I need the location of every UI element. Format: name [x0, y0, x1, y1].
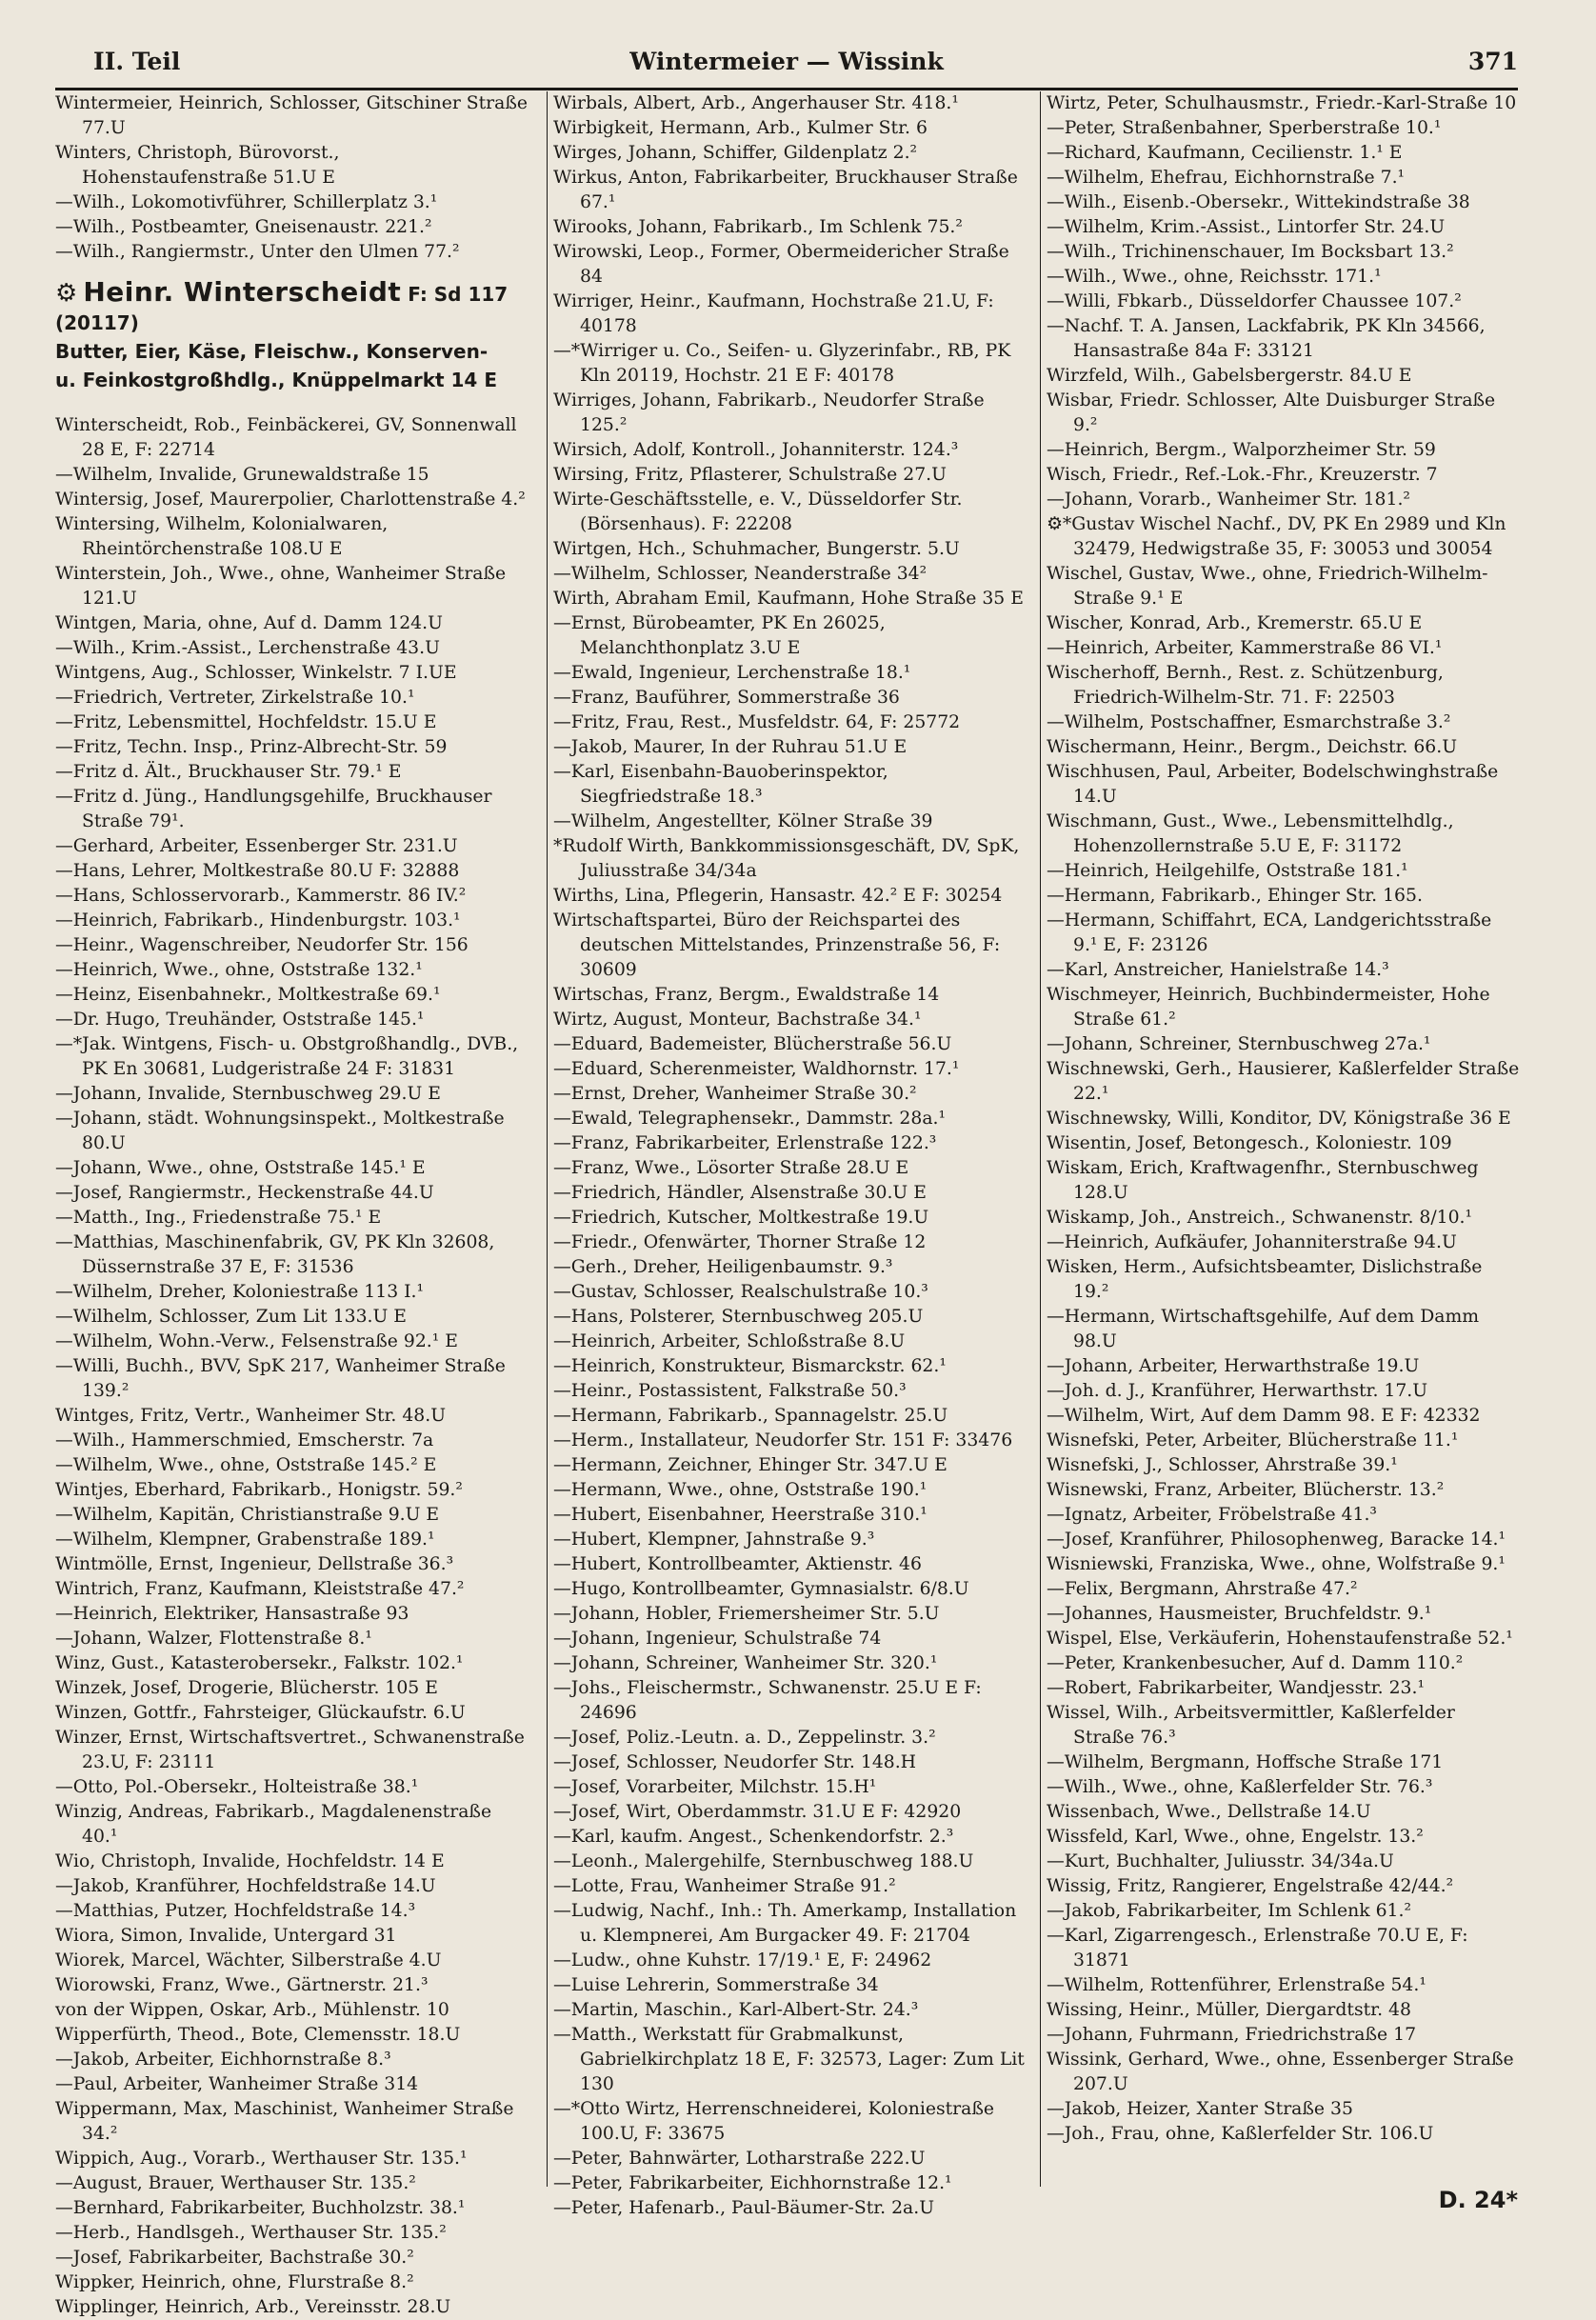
page-number: 371	[1467, 48, 1518, 75]
directory-entry: —Eduard, Scherenmeister, Waldhornstr. 17.¹	[553, 1059, 960, 1079]
directory-entry: —Wilh., Rangiermstr., Unter den Ulmen 77.²	[55, 242, 460, 262]
directory-entry: —Karl, Anstreicher, Hanielstraße 14.³	[1047, 960, 1389, 980]
directory-entry: —Herm., Installateur, Neudorfer Str. 151 F: 33476	[553, 1430, 1013, 1450]
directory-entry: Wisniewski, Franziska, Wwe., ohne, Wolfstraße 9.¹	[1047, 1554, 1506, 1574]
directory-entry: —Heinr., Postassistent, Falkstraße 50.³	[553, 1381, 907, 1401]
column-3	[1040, 91, 1521, 2187]
directory-entry: —Otto, Pol.-Obersekr., Holteistraße 38.¹	[55, 1777, 419, 1797]
directory-entry: —Johann, Invalide, Sternbuschweg 29.U E	[55, 1084, 441, 1104]
directory-entry: —Hubert, Klempner, Jahnstraße 9.³	[553, 1530, 875, 1550]
directory-entry: —Jakob, Maurer, In der Ruhrau 51.U E	[553, 737, 908, 757]
directory-entry: Wiskam, Erich, Kraftwagenfhr., Sternbuschweg 128.U	[1047, 1158, 1479, 1203]
directory-entry: Wisbar, Friedr. Schlosser, Alte Duisburger Straße 9.²	[1047, 390, 1496, 435]
directory-entry: —Wilh., Postbeamter, Gneisenaustr. 221.²	[55, 217, 432, 237]
ad-company-name: Heinr. Winterscheidt	[83, 276, 402, 308]
directory-entry: —Hans, Polsterer, Sternbuschweg 205.U	[553, 1307, 924, 1327]
directory-entry: —Herb., Handlsgeh., Werthauser Str. 135.²	[55, 2223, 447, 2243]
directory-entry: —Heinz, Eisenbahnekr., Moltkestraße 69.¹	[55, 985, 441, 1005]
directory-entry: Wiorek, Marcel, Wächter, Silberstraße 4.U	[55, 1950, 442, 1970]
directory-entry: Wio, Christoph, Invalide, Hochfeldstr. 14 E	[55, 1851, 445, 1871]
directory-entry: Wispel, Else, Verkäuferin, Hohenstaufenstraße 52.¹	[1047, 1629, 1513, 1649]
directory-entry: Winterstein, Joh., Wwe., ohne, Wanheimer Straße 121.U	[55, 564, 507, 609]
directory-entry: —Fritz, Techn. Insp., Prinz-Albrecht-Str. 59	[55, 737, 448, 757]
directory-entry: —Wilhelm, Wirt, Auf dem Damm 98. E F: 42332	[1047, 1406, 1481, 1426]
directory-entry: —Josef, Vorarbeiter, Milchstr. 15.H¹	[553, 1777, 877, 1797]
directory-entry: —Peter, Bahnwärter, Lotharstraße 222.U	[553, 2149, 926, 2169]
directory-entry: —Wilh., Wwe., ohne, Kaßlerfelder Str. 76.³	[1047, 1777, 1433, 1797]
directory-entry: —Peter, Krankenbesucher, Auf d. Damm 110.²	[1047, 1653, 1464, 1673]
directory-entry: Winz, Gust., Katasterobersekr., Falkstr. 102.¹	[55, 1653, 464, 1673]
directory-entry: —Ewald, Telegraphensekr., Dammstr. 28a.¹	[553, 1109, 947, 1129]
directory-entry: —Heinrich, Aufkäufer, Johanniterstraße 94.U	[1047, 1232, 1457, 1252]
directory-entry: —*Jak. Wintgens, Fisch- u. Obstgroßhandlg., DVB., PK En 30681, Ludgeristraße 24 F: 31831	[55, 1034, 519, 1079]
column-1-top-entries	[55, 91, 529, 265]
directory-entry: —Robert, Fabrikarbeiter, Wandjesstr. 23.¹	[1047, 1678, 1426, 1698]
directory-entry: Wirbigkeit, Hermann, Arb., Kulmer Str. 6	[553, 118, 928, 138]
directory-entry: —Johs., Fleischermstr., Schwanenstr. 25.U E F: 24696	[553, 1678, 982, 1723]
directory-entry: Wipplinger, Heinrich, Arb., Vereinsstr. 28.U	[55, 2297, 451, 2317]
directory-entry: Wirowski, Leop., Former, Obermeidericher Straße 84	[553, 242, 1009, 287]
directory-entry: —Wilhelm, Wwe., ohne, Oststraße 145.² E	[55, 1455, 437, 1475]
directory-entry: Wippich, Aug., Vorarb., Werthauser Str. 135.¹	[55, 2149, 468, 2169]
directory-entry: Wirtschaftspartei, Büro der Reichspartei des deutschen Mittelstandes, Prinzenstraße 56, F: 30609	[553, 910, 1001, 980]
directory-entry: —Wilhelm, Bergmann, Hoffsche Straße 171	[1047, 1752, 1444, 1772]
directory-entry: Wintges, Fritz, Vertr., Wanheimer Str. 48.U	[55, 1406, 447, 1426]
directory-entry: —Peter, Straßenbahner, Sperberstraße 10.¹	[1047, 118, 1442, 138]
directory-entry: Wirtz, August, Monteur, Bachstraße 34.¹	[553, 1010, 922, 1030]
directory-entry: —Johann, Hobler, Friemersheimer Str. 5.U	[553, 1604, 940, 1624]
directory-entry: Wintmölle, Ernst, Ingenieur, Dellstraße 36.³	[55, 1554, 454, 1574]
directory-entry: —Johann, Schreiner, Sternbuschweg 27a.¹	[1047, 1034, 1431, 1054]
directory-entry: —Jakob, Kranführer, Hochfeldstraße 14.U	[55, 1876, 436, 1896]
directory-entry: —Hans, Lehrer, Moltkestraße 80.U F: 32888	[55, 861, 460, 881]
directory-entry: —Fritz, Lebensmittel, Hochfeldstr. 15.U E	[55, 712, 437, 732]
directory-entry: —Heinrich, Arbeiter, Kammerstraße 86 VI.¹	[1047, 638, 1443, 658]
directory-entry: —Wilh., Hammerschmied, Emscherstr. 7a	[55, 1430, 434, 1450]
directory-entry: —Karl, kaufm. Angest., Schenkendorfstr. 2.³	[553, 1827, 954, 1847]
directory-entry: —Wilhelm, Invalide, Grunewaldstraße 15	[55, 465, 429, 485]
directory-entry: —Wilhelm, Wohn.-Verw., Felsenstraße 92.¹ E	[55, 1331, 458, 1351]
directory-entry: Winzig, Andreas, Fabrikarb., Magdalenenstraße 40.¹	[55, 1802, 492, 1847]
directory-entry: Wirth, Abraham Emil, Kaufmann, Hohe Straße 35 E	[553, 589, 1024, 609]
directory-entry: —Fritz d. Jüng., Handlungsgehilfe, Bruckhauser Straße 79¹.	[55, 787, 492, 831]
directory-entry: —Hermann, Wirtschaftsgehilfe, Auf dem Damm 98.U	[1047, 1307, 1480, 1351]
directory-entry: —Heinrich, Fabrikarb., Hindenburgstr. 103.¹	[55, 910, 461, 930]
directory-entry: —Joh., Frau, ohne, Kaßlerfelder Str. 106.U	[1047, 2124, 1434, 2144]
directory-entry: Wischer, Konrad, Arb., Kremerstr. 65.U E	[1047, 613, 1423, 633]
directory-entry: Wirths, Lina, Pflegerin, Hansastr. 42.² E F: 30254	[553, 886, 1003, 906]
directory-entry: Wischhusen, Paul, Arbeiter, Bodelschwinghstraße 14.U	[1047, 762, 1499, 807]
directory-entry: —Josef, Kranführer, Philosophenweg, Baracke 14.¹	[1047, 1530, 1506, 1550]
directory-entry: —Johannes, Hausmeister, Bruchfeldstr. 9.¹	[1047, 1604, 1432, 1624]
directory-entry: Wirsing, Fritz, Pflasterer, Schulstraße 27.U	[553, 465, 947, 485]
directory-entry: —*Otto Wirtz, Herrenschneiderei, Koloniestraße 100.U, F: 33675	[553, 2099, 994, 2144]
directory-entry: Wissenbach, Wwe., Dellstraße 14.U	[1047, 1802, 1371, 1822]
directory-entry: Wintjes, Eberhard, Fabrikarb., Honigstr. 59.²	[55, 1480, 463, 1500]
advertisement	[55, 278, 529, 394]
page-header	[55, 40, 1518, 90]
directory-entry: —Kurt, Buchhalter, Juliusstr. 34/34a.U	[1047, 1851, 1394, 1871]
directory-entry: Wiskamp, Joh., Anstreich., Schwanenstr. 8/10.¹	[1047, 1208, 1473, 1228]
directory-entry: Wischerhoff, Bernh., Rest. z. Schützenburg, Friedrich-Wilhelm-Str. 71. F: 22503	[1047, 663, 1444, 708]
directory-entry: —Franz, Bauführer, Sommerstraße 36	[553, 688, 900, 708]
directory-entry: Wirriger, Heinr., Kaufmann, Hochstraße 21.U, F: 40178	[553, 291, 994, 336]
directory-entry: —Heinrich, Heilgehilfe, Oststraße 181.¹	[1047, 861, 1408, 881]
directory-entry: Winzer, Ernst, Wirtschaftsvertret., Schwanenstraße 23.U, F: 23111	[55, 1728, 525, 1772]
directory-entry: —Wilhelm, Schlosser, Neanderstraße 34²	[553, 564, 928, 584]
directory-entry: Wintersing, Wilhelm, Kolonialwaren, Rheintörchenstraße 108.U E	[55, 514, 389, 559]
ad-line-2: Butter, Eier, Käse, Fleischw., Konserven-	[55, 340, 489, 363]
directory-entry: —Matthias, Putzer, Hochfeldstraße 14.³	[55, 1901, 416, 1921]
directory-entry: —Peter, Fabrikarbeiter, Eichhornstraße 12.¹	[553, 2173, 952, 2193]
running-title: Wintermeier — Wissink	[629, 48, 944, 75]
directory-entry: —Josef, Fabrikarbeiter, Bachstraße 30.²	[55, 2248, 414, 2268]
directory-entry: —Wilhelm, Klempner, Grabenstraße 189.¹	[55, 1530, 435, 1550]
directory-entry: Wirtz, Peter, Schulhausmstr., Friedr.-Karl-Straße 10	[1047, 93, 1517, 113]
directory-entry: —Matthias, Maschinenfabrik, GV, PK Kln 32608, Düssernstraße 37 E, F: 31536	[55, 1232, 495, 1277]
directory-entry: —Wilhelm, Rottenführer, Erlenstraße 54.¹	[1047, 1975, 1426, 1995]
directory-entry: Winters, Christoph, Bürovorst., Hohenstaufenstraße 51.U E	[55, 143, 340, 188]
column-2	[547, 91, 1027, 2218]
directory-entry: —Hubert, Eisenbahner, Heerstraße 310.¹	[553, 1505, 928, 1525]
directory-entry: Wisentin, Josef, Betongesch., Koloniestr. 109	[1047, 1133, 1452, 1153]
directory-entry: —Johann, Schreiner, Wanheimer Str. 320.¹	[553, 1653, 938, 1673]
directory-entry: —Fritz, Frau, Rest., Musfeldstr. 64, F: 25772	[553, 712, 961, 732]
directory-entry: —Lotte, Frau, Wanheimer Straße 91.²	[553, 1876, 896, 1896]
directory-entry: Wischmann, Gust., Wwe., Lebensmittelhdlg., Hohenzollernstraße 5.U E, F: 31172	[1047, 811, 1454, 856]
directory-entry: Wirte-Geschäftsstelle, e. V., Düsseldorfer Str. (Börsenhaus). F: 22208	[553, 490, 963, 534]
directory-entry: Wiorowski, Franz, Wwe., Gärtnerstr. 21.³	[55, 1975, 429, 1995]
directory-entry: Wintersig, Josef, Maurerpolier, Charlottenstraße 4.²	[55, 490, 526, 510]
directory-entry: —Wilhelm, Schlosser, Zum Lit 133.U E	[55, 1307, 408, 1327]
directory-entry: Wirooks, Johann, Fabrikarb., Im Schlenk 75.²	[553, 217, 963, 237]
directory-entry: —Matth., Ing., Friedenstraße 75.¹ E	[55, 1208, 382, 1228]
directory-entry: —Hermann, Schiffahrt, ECA, Landgerichtsstraße 9.¹ E, F: 23126	[1047, 910, 1492, 955]
directory-entry: Wirsich, Adolf, Kontroll., Johanniterstr. 124.³	[553, 440, 959, 460]
directory-entry: —Willi, Fbkarb., Düsseldorfer Chaussee 107.²	[1047, 291, 1462, 311]
directory-entry: Wischnewski, Gerh., Hausierer, Kaßlerfelder Straße 22.¹	[1047, 1059, 1520, 1104]
directory-entry: ⚙*Gustav Wischel Nachf., DV, PK En 2989 und Kln 32479, Hedwigstraße 35, F: 30053 und 30054	[1047, 514, 1506, 559]
directory-entry: —Wilhelm, Postschaffner, Esmarchstraße 3.²	[1047, 712, 1451, 732]
directory-entry: —Johann, Arbeiter, Herwarthstraße 19.U	[1047, 1356, 1420, 1376]
directory-entry: —Hermann, Wwe., ohne, Oststraße 190.¹	[553, 1480, 928, 1500]
directory-entry: —Joh. d. J., Kranführer, Herwarthstr. 17.U	[1047, 1381, 1428, 1401]
directory-entry: —Jakob, Heizer, Xanter Straße 35	[1047, 2099, 1353, 2119]
directory-entry: —Jakob, Arbeiter, Eichhornstraße 8.³	[55, 2050, 391, 2070]
directory-entry: Wisnefski, Peter, Arbeiter, Blücherstraße 11.¹	[1047, 1430, 1459, 1450]
directory-entry: Wischmeyer, Heinrich, Buchbindermeister, Hohe Straße 61.²	[1047, 985, 1490, 1030]
column-1-bottom-entries	[55, 413, 529, 2320]
directory-entry: Wirzfeld, Wilh., Gabelsbergerstr. 84.U E	[1047, 366, 1412, 386]
directory-entry: Wisch, Friedr., Ref.-Lok.-Fhr., Kreuzerstr. 7	[1047, 465, 1438, 485]
directory-entry: —Heinrich, Wwe., ohne, Oststraße 132.¹	[55, 960, 423, 980]
directory-entry: Wisken, Herm., Aufsichtsbeamter, Dislichstraße 19.²	[1047, 1257, 1483, 1302]
directory-entry: —Heinrich, Elektriker, Hansastraße 93	[55, 1604, 409, 1624]
directory-entry: —Josef, Wirt, Oberdammstr. 31.U E F: 42920	[553, 1802, 962, 1822]
directory-entry: —Johann, Vorarb., Wanheimer Str. 181.²	[1047, 490, 1410, 510]
directory-entry: —Wilhelm, Krim.-Assist., Lintorfer Str. 24.U	[1047, 217, 1446, 237]
directory-entry: —Hans, Schlosservorarb., Kammerstr. 86 IV.²	[55, 886, 467, 906]
directory-entry: Wintrich, Franz, Kaufmann, Kleiststraße 47.²	[55, 1579, 465, 1599]
directory-entry: —Gerh., Dreher, Heiligenbaumstr. 9.³	[553, 1257, 893, 1277]
directory-entry: —Josef, Poliz.-Leutn. a. D., Zeppelinstr. 3.²	[553, 1728, 936, 1748]
directory-entry: —Hermann, Zeichner, Ehinger Str. 347.U E	[553, 1455, 948, 1475]
directory-entry: Wintgens, Aug., Schlosser, Winkelstr. 7 I.UE	[55, 663, 457, 683]
directory-entry: Wissink, Gerhard, Wwe., ohne, Essenberger Straße 207.U	[1047, 2050, 1514, 2094]
directory-entry: —Ernst, Bürobeamter, PK En 26025, Melanchthonplatz 3.U E	[553, 613, 886, 658]
directory-entry: —Friedrich, Vertreter, Zirkelstraße 10.¹	[55, 688, 415, 708]
directory-entry: —Josef, Schlosser, Neudorfer Str. 148.H	[553, 1752, 917, 1772]
directory-entry: —Luise Lehrerin, Sommerstraße 34	[553, 1975, 879, 1995]
directory-entry: —Johann, Walzer, Flottenstraße 8.¹	[55, 1629, 372, 1649]
directory-entry: Wirriges, Johann, Fabrikarb., Neudorfer Straße 125.²	[553, 390, 985, 435]
directory-entry: —Hubert, Kontrollbeamter, Aktienstr. 46	[553, 1554, 922, 1574]
directory-entry: Wirges, Johann, Schiffer, Gildenplatz 2.²	[553, 143, 918, 163]
directory-entry: —Peter, Hafenarb., Paul-Bäumer-Str. 2a.U	[553, 2198, 935, 2218]
ad-heading	[55, 278, 529, 337]
directory-entry: Wippker, Heinrich, ohne, Flurstraße 8.²	[55, 2272, 414, 2292]
directory-entry: —Wilhelm, Kapitän, Christianstraße 9.U E	[55, 1505, 440, 1525]
part-label: II. Teil	[93, 48, 181, 75]
directory-entry: —Heinr., Wagenschreiber, Neudorfer Str. 156	[55, 935, 469, 955]
directory-entry: —Heinrich, Konstrukteur, Bismarckstr. 62.¹	[553, 1356, 947, 1376]
directory-entry: *Rudolf Wirth, Bankkommissionsgeschäft, DV, SpK, Juliusstraße 34/34a	[553, 836, 1020, 881]
directory-entry: Wisnefski, J., Schlosser, Ahrstraße 39.¹	[1047, 1455, 1398, 1475]
directory-entry: —Johann, städt. Wohnungsinspekt., Moltkestraße 80.U	[55, 1109, 505, 1153]
directory-entry: —Heinrich, Arbeiter, Schloßstraße 8.U	[553, 1331, 906, 1351]
directory-entry: —Ewald, Ingenieur, Lerchenstraße 18.¹	[553, 663, 911, 683]
directory-entry: Winterscheidt, Rob., Feinbäckerei, GV, Sonnenwall 28 E, F: 22714	[55, 415, 517, 460]
directory-entry: —Gustav, Schlosser, Realschulstraße 10.³	[553, 1282, 928, 1302]
directory-entry: —Friedrich, Händler, Alsenstraße 30.U E	[553, 1183, 927, 1203]
directory-entry: —Dr. Hugo, Treuhänder, Oststraße 145.¹	[55, 1010, 425, 1030]
directory-entry: —Ernst, Dreher, Wanheimer Straße 30.²	[553, 1084, 917, 1104]
directory-entry: —Gerhard, Arbeiter, Essenberger Str. 231.U	[55, 836, 458, 856]
directory-entry: —August, Brauer, Werthauser Str. 135.²	[55, 2173, 416, 2193]
directory-entry: —Willi, Buchh., BVV, SpK 217, Wanheimer Straße 139.²	[55, 1356, 506, 1401]
directory-entry: Wissing, Heinr., Müller, Diergardtstr. 48	[1047, 2000, 1411, 2020]
directory-entry: —Jakob, Fabrikarbeiter, Im Schlenk 61.²	[1047, 1901, 1411, 1921]
directory-entry: —Ignatz, Arbeiter, Fröbelstraße 41.³	[1047, 1505, 1377, 1525]
directory-entry: —Friedr., Ofenwärter, Thorner Straße 12	[553, 1232, 927, 1252]
directory-entry: Winzek, Josef, Drogerie, Blücherstr. 105 E	[55, 1678, 438, 1698]
directory-entry: —Karl, Zigarrengesch., Erlenstraße 70.U E, F: 31871	[1047, 1926, 1468, 1970]
page-signature: D. 24*	[1438, 2187, 1518, 2213]
column-1	[55, 91, 529, 2317]
directory-entry: —Wilhelm, Ehefrau, Eichhornstraße 7.¹	[1047, 168, 1406, 188]
directory-entry: Wintgen, Maria, ohne, Auf d. Damm 124.U	[55, 613, 443, 633]
directory-entry: Wirtgen, Hch., Schuhmacher, Bungerstr. 5.U	[553, 539, 960, 559]
directory-entry: —Wilhelm, Angestellter, Kölner Straße 39	[553, 811, 933, 831]
ad-line-3: u. Feinkostgroßhdlg., Knüppelmarkt 14 E	[55, 369, 497, 391]
directory-entry: Wischermann, Heinr., Bergm., Deichstr. 66.U	[1047, 737, 1458, 757]
directory-entry: —Felix, Bergmann, Ahrstraße 47.²	[1047, 1579, 1358, 1599]
directory-entry: —Johann, Ingenieur, Schulstraße 74	[553, 1629, 882, 1649]
directory-entry: Wintermeier, Heinrich, Schlosser, Gitschiner Straße 77.U	[55, 93, 529, 138]
ad-phone: F: Sd 117 (20117)	[55, 283, 509, 334]
gear-icon: ⚙	[55, 279, 78, 308]
directory-entry: —Josef, Rangiermstr., Heckenstraße 44.U	[55, 1183, 434, 1203]
directory-entry: —Wilh., Eisenb.-Obersekr., Wittekindstraße 38	[1047, 192, 1470, 212]
directory-entry: —Wilhelm, Dreher, Koloniestraße 113 I.¹	[55, 1282, 425, 1302]
directory-entry: —Nachf. T. A. Jansen, Lackfabrik, PK Kln 34566, Hansastraße 84a F: 33121	[1047, 316, 1486, 361]
directory-entry: von der Wippen, Oskar, Arb., Mühlenstr. 10	[55, 2000, 449, 2020]
directory-entry: Winzen, Gottfr., Fahrsteiger, Glückaufstr. 6.U	[55, 1703, 466, 1723]
directory-entry: Wirbals, Albert, Arb., Angerhauser Str. 418.¹	[553, 93, 959, 113]
directory-entry: Wiora, Simon, Invalide, Untergard 31	[55, 1926, 397, 1946]
directory-entry: Wissfeld, Karl, Wwe., ohne, Engelstr. 13.²	[1047, 1827, 1424, 1847]
directory-entry: —Wilh., Krim.-Assist., Lerchenstraße 43.U	[55, 638, 440, 658]
directory-entry: —Franz, Fabrikarbeiter, Erlenstraße 122.³	[553, 1133, 937, 1153]
directory-entry: —Hermann, Fabrikarb., Ehinger Str. 165.	[1047, 886, 1423, 906]
directory-entry: —Fritz d. Ält., Bruckhauser Str. 79.¹ E	[55, 762, 402, 782]
directory-entry: —Richard, Kaufmann, Cecilienstr. 1.¹ E	[1047, 143, 1403, 163]
directory-entry: —Paul, Arbeiter, Wanheimer Straße 314	[55, 2074, 419, 2094]
directory-entry: —Hugo, Kontrollbeamter, Gymnasialstr. 6/8.U	[553, 1579, 969, 1599]
directory-entry: Wirkus, Anton, Fabrikarbeiter, Bruckhauser Straße 67.¹	[553, 168, 1018, 212]
directory-entry: —Eduard, Bademeister, Blücherstraße 56.U	[553, 1034, 952, 1054]
directory-entry: —Wilh., Lokomotivführer, Schillerplatz 3.¹	[55, 192, 438, 212]
directory-entry: —Johann, Fuhrmann, Friedrichstraße 17	[1047, 2025, 1417, 2045]
directory-entry: Wissig, Fritz, Rangierer, Engelstraße 42/44.²	[1047, 1876, 1454, 1896]
directory-entry: Wippermann, Max, Maschinist, Wanheimer Straße 34.²	[55, 2099, 514, 2144]
directory-entry: —Karl, Eisenbahn-Bauoberinspektor, Siegfriedstraße 18.³	[553, 762, 888, 807]
directory-entry: —Matth., Werkstatt für Grabmalkunst, Gabrielkirchplatz 18 E, F: 32573, Lager: Zum Lit 130	[553, 2025, 1025, 2094]
directory-entry: Wirtschas, Franz, Bergm., Ewaldstraße 14	[553, 985, 940, 1005]
directory-entry: Wisnewski, Franz, Arbeiter, Blücherstr. 13.²	[1047, 1480, 1445, 1500]
directory-entry: —Franz, Wwe., Lösorter Straße 28.U E	[553, 1158, 909, 1178]
directory-entry: —Hermann, Fabrikarb., Spannagelstr. 25.U	[553, 1406, 948, 1426]
directory-entry: —Ludwig, Nachf., Inh.: Th. Amerkamp, Installation u. Klempnerei, Am Burgacker 49. F: 21704	[553, 1901, 1017, 1946]
directory-entry: —Bernhard, Fabrikarbeiter, Buchholzstr. 38.¹	[55, 2198, 466, 2218]
directory-entry: Wipperfürth, Theod., Bote, Clemensstr. 18.U	[55, 2025, 461, 2045]
directory-entry: —Wilh., Trichinenschauer, Im Bocksbart 13.²	[1047, 242, 1454, 262]
directory-entry: Wissel, Wilh., Arbeitsvermittler, Kaßlerfelder Straße 76.³	[1047, 1703, 1455, 1748]
directory-entry: —Martin, Maschin., Karl-Albert-Str. 24.³	[553, 2000, 919, 2020]
directory-entry: —*Wirriger u. Co., Seifen- u. Glyzerinfabr., RB, PK Kln 20119, Hochstr. 21 E F: 40178	[553, 341, 1011, 386]
directory-entry: Wischel, Gustav, Wwe., ohne, Friedrich-Wilhelm-Straße 9.¹ E	[1047, 564, 1488, 609]
directory-entry: —Heinrich, Bergm., Walporzheimer Str. 59	[1047, 440, 1436, 460]
directory-entry: —Ludw., ohne Kuhstr. 17/19.¹ E, F: 24962	[553, 1950, 932, 1970]
directory-entry: —Friedrich, Kutscher, Moltkestraße 19.U	[553, 1208, 929, 1228]
directory-entry: —Leonh., Malergehilfe, Sternbuschweg 188.U	[553, 1851, 974, 1871]
directory-entry: —Johann, Wwe., ohne, Oststraße 145.¹ E	[55, 1158, 426, 1178]
directory-entry: —Wilh., Wwe., ohne, Reichsstr. 171.¹	[1047, 267, 1382, 287]
directory-entry: Wischnewsky, Willi, Konditor, DV, Königstraße 36 E	[1047, 1109, 1511, 1129]
